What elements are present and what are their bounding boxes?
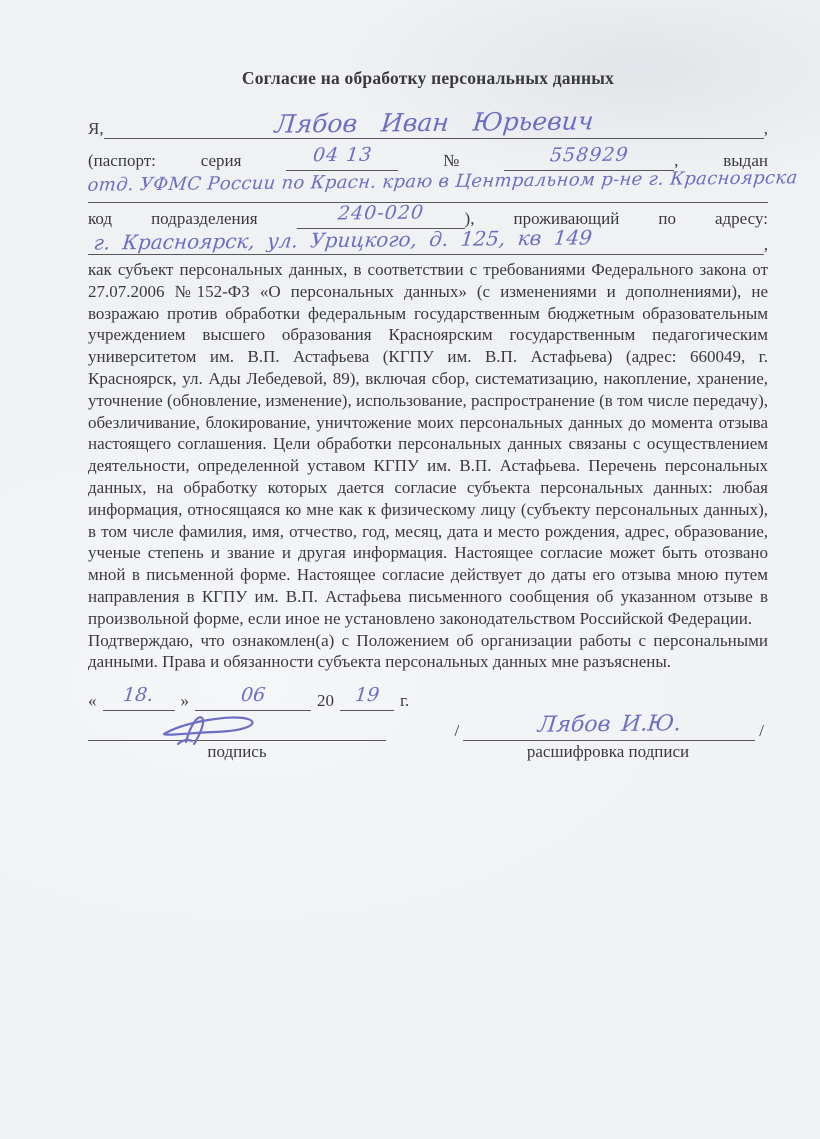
handwritten-transcript: Лябов И.Ю. (536, 711, 682, 738)
address-line (88, 225, 768, 255)
name-blank-line (104, 106, 764, 139)
transcript-blank-line (463, 711, 755, 741)
handwritten-month: 06 (239, 684, 267, 707)
resident-word-2: по (658, 209, 676, 228)
handwritten-passport-number: 558929 (548, 143, 630, 167)
handwritten-passport-series: 04 13 (311, 143, 374, 167)
year-blank-line (340, 686, 394, 711)
name-line (88, 106, 768, 139)
consent-form (86, 68, 799, 762)
resident-word-1: проживающий (513, 209, 620, 228)
address-trailing-comma: , (763, 235, 768, 254)
signature-blank-line (88, 714, 386, 741)
passport-line (88, 143, 768, 171)
unit-code-line (88, 201, 768, 229)
handwritten-unit-code: 240-020 (336, 201, 425, 225)
number-sign: № (443, 151, 460, 170)
handwritten-day: 18. (122, 683, 155, 707)
signature-row (88, 713, 768, 741)
unit-code-group (297, 201, 475, 229)
name-trailing-comma: , (763, 119, 768, 138)
code-word-1: код (88, 209, 113, 228)
handwritten-year: 19 (353, 684, 381, 707)
signature-scribble-icon (148, 706, 268, 748)
handwritten-full-name: Лябов Иван Юрьевич (272, 106, 595, 139)
handwritten-issued-by: отд. УФМС России по Красн. краю в Центральном р-не г. Красноярска (86, 167, 799, 196)
number-group (504, 143, 679, 171)
unit-code-blank-line (297, 201, 465, 229)
consent-paragraph: как субъект персональных данных, в соответствии с требованиями Федерального закона от 27.07.2006 №152-ФЗ «О персональных данных» (с изменениями и дополнениями), не возражаю против обработки федеральным государственным бюджетным образовательным учреждением высшего образования Красноярским государственным педагогическим университетом им. В.П. Астафьева (КГПУ им. В.П. Астафьева) (адрес: 660049, г. Красноярск, ул. Ады Лебедевой, 89), включая сбор, систематизацию, накопление, хранение, уточнение (обновление, изменение), использование, распространение (в том числе передачу), обезличивание, блокирование, уничтожение моих персональных данных до момента отзыва настоящего соглашения. Цели обработки персональных данных связаны с осуществлением деятельности, определенной уставом КГПУ им. В.П. Астафьева. Перечень персональных данных, на обработку которых дается согласие субъекта персональных данных: любая информация, относящаяся ко мне как к физическому лицу (субъекту персональных данных), в том числе фамилия, имя, отчество, год, месяц, дата и место рождения, адрес, образование, ученые степень и звание и другая информация. Настоящее согласие может быть отозвано мной в письменной форме. Настоящее согласие действует до даты его отзыва мною путем направления в КГПУ им. В.П. Астафьева письменного сообщения об указанном отзыве в произвольной форме, если иное не установлено законодательством Российской Федерации. (88, 260, 768, 628)
confirmation-paragraph: Подтверждаю, что ознакомлен(а) с Положением об организации работы с персональными данными. Права и обязанности субъекта персональных данных мне разъяснены. (88, 630, 768, 672)
slash-left: / (454, 721, 460, 741)
address-blank-line (88, 225, 764, 255)
slash-right: / (759, 721, 764, 741)
issued-by-blank-line (86, 167, 799, 203)
number-trailing-comma: , (674, 151, 679, 170)
code-word-2: подразделения (151, 209, 258, 228)
signature-caption: подпись (207, 742, 267, 762)
quote-close: » (180, 691, 189, 711)
issued-label: выдан (723, 151, 768, 170)
year-suffix: г. (400, 691, 410, 711)
quote-open: « (88, 691, 97, 711)
unit-code-trailing: ), (464, 209, 475, 228)
handwritten-address: г. Красноярск, ул. Урицкого, д. 125, кв 149 (92, 225, 594, 255)
resident-word-3: адресу: (714, 209, 768, 228)
number-blank-line (504, 143, 674, 171)
issued-by-line (86, 167, 799, 203)
i-label: Я, (88, 119, 104, 138)
transcript-caption: расшифровка подписи (526, 742, 690, 762)
passport-label: (паспорт: (88, 151, 156, 170)
series-label: серия (200, 151, 242, 170)
series-blank-line (286, 143, 398, 171)
year-prefix: 20 (317, 691, 334, 711)
page-title: Согласие на обработку персональных данных (241, 68, 615, 88)
